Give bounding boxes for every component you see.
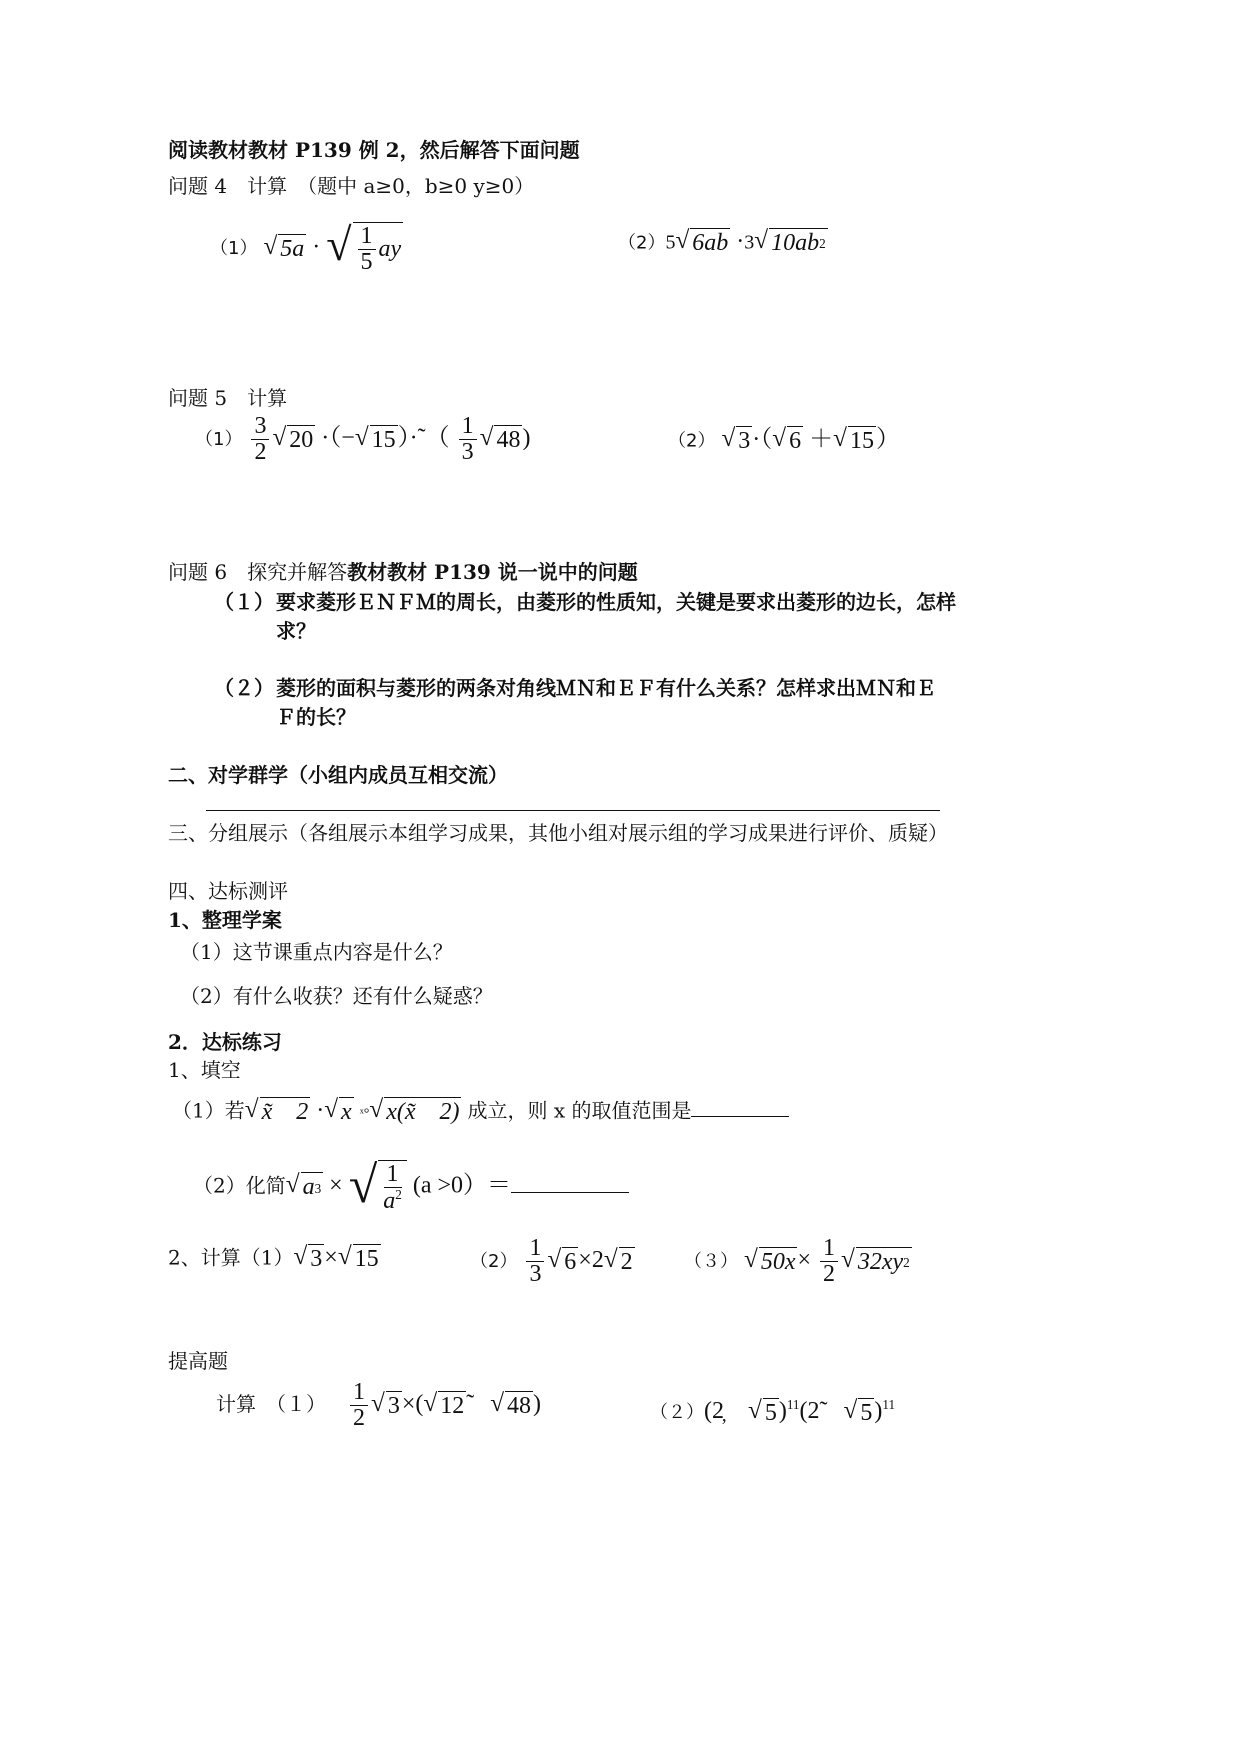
question-6-item-1-line-2: 求？ [276,619,316,643]
question-5-title: 问题 5 计算 [168,386,288,410]
summary-heading: 1、整理学案 [168,908,282,932]
question-4-title: 问题 4 计算 （题中 a≥0，b≥0 y≥0） [168,174,535,198]
advanced-question-1: 计算 （１） $\frac{1}{2}$ √ 3 ×( √ 12 ̃ √ 48 ) [216,1379,542,1432]
calc-question-2: （2） $\frac{1}{3}$ √ 6 ×2 √ 2 [470,1235,633,1288]
section-4-heading: 四、达标测评 [168,879,288,903]
reading-instruction: 阅读教材教材 P139 例 2，然后解答下面问题 [168,138,580,162]
advanced-question-2: （２）(2̦ √ 5 )$^{11}$(2̃ √ 5 )$^{11}$ [650,1396,896,1426]
question-5-part-2: （2） √ 3 ·（ √ 6 ＋ √ 15 ） [668,425,900,454]
question-6-title: 问题 6 探究并解答教材教材 P139 说一说中的问题 [168,560,638,584]
question-4-part-2: （2）5 √ 6ab ·3 √ 10ab 2 [618,227,826,256]
section-2-heading: 二、对学群学（小组内成员互相交流） [168,763,508,787]
question-6-item-1-line-1: 要求菱形ＥＮＦＭ的周长，由菱形的性质知，关键是要求出菱形的边长，怎样 [276,590,956,614]
practice-heading: 2．达标练习 [168,1030,282,1054]
question-6-item-2-number: （２） [214,676,274,700]
calc-question-3: （３） √ 50x × $\frac{1}{2}$ √ 32xy 2 [684,1235,910,1288]
fill-question-1: （1）若 √ x̃ 2 · √ x ˣ° √ x(x̃ 2) 成立，则 x 的取值范围是 [172,1097,789,1127]
fill-blank-heading: 1、填空 [168,1058,241,1082]
sqrt-fraction-ay: √ $\frac{1}{5}$ ay [326,219,402,276]
question-6-item-2-line-2: Ｆ的长？ [276,705,356,729]
question-6-item-1-number: （１） [214,590,274,614]
fill-blank-2[interactable] [511,1192,629,1193]
question-4-part-1: （1） √ 5a · √ $\frac{1}{5}$ ay [210,219,402,276]
fill-question-2: （2）化简 √ a 3 × √ $\frac{1}{a^2}$ (a >0）＝ [193,1160,629,1214]
answer-line [206,810,940,811]
question-6-item-2-line-1: 菱形的面积与菱形的两条对角线ＭＮ和ＥＦ有什么关系？怎样求出ＭＮ和Ｅ [276,676,936,700]
calc-question-1: 2、计算（1） √ 3 × √ 15 [168,1243,379,1272]
summary-question-2: （2）有什么收获？还有什么疑惑？ [180,984,493,1008]
fill-blank-1[interactable] [691,1116,789,1117]
summary-question-1: （1）这节课重点内容是什么？ [180,940,453,964]
section-3-heading: 三、分组展示（各组展示本组学习成果，其他小组对展示组的学习成果进行评价、质疑） [168,821,948,845]
question-5-part-1: （1） $\frac{3}{2}$ √ 20 ·（− √ 15 ）·˜（ $\frac{1}{3}$ √ 48 ) [195,413,531,466]
sqrt-5a: √ 5a [263,232,305,262]
advanced-heading: 提高题 [168,1349,228,1373]
